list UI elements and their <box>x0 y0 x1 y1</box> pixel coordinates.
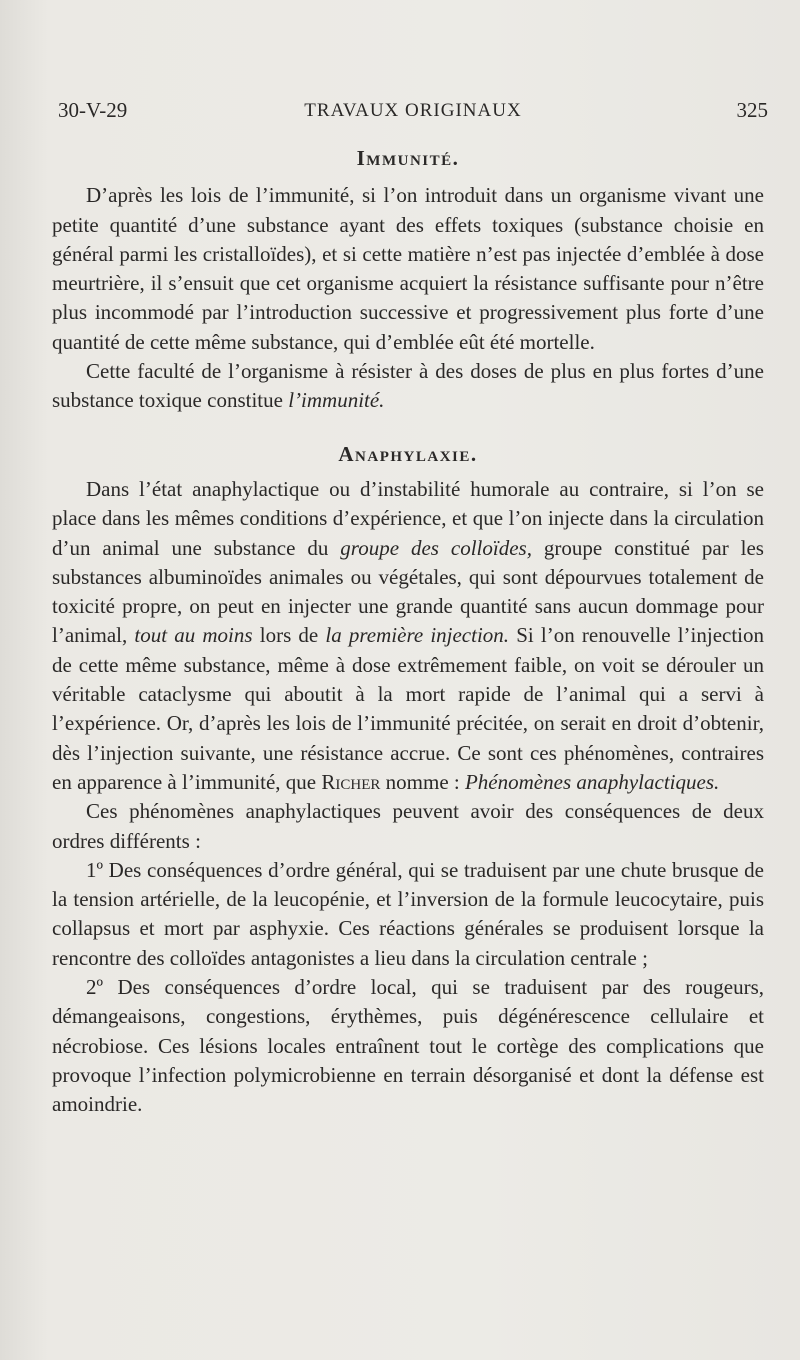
paragraph-anaphylaxie-4: 2º Des conséquences d’ordre local, qui se traduisent par des rougeurs, démangeaisons, congestions, érythèmes, puis dégénérescence cellulaire et nécrobiose. Ces lésions locales entraînent tout le cortège des complications que provoque l’infection polymicrobienne en terrain désorganisé et dont la défense est amoindrie. <box>52 975 764 1117</box>
section-title-immunite: Immunité. <box>356 146 460 170</box>
page-number: 325 <box>736 98 768 122</box>
paragraph-immunite-1: D’après les lois de l’immunité, si l’on introduit dans un organisme vivant une petite quantité d’une substance ayant des effets toxiques (substance choisie en général parmi les cristalloïdes), et si cette matière n’est pas injectée d’emblée à dose meurtrière, il s’ensuit que cet organisme acquiert la résistance suffisante pour n’être plus incommodé par l’introduction successive et progressivement plus forte d’une quantité de cette même substance, qui d’emblée eût été mortelle. <box>52 183 764 354</box>
header-title: TRAVAUX ORIGINAUX <box>304 100 522 121</box>
section-title-anaphylaxie: Anaphylaxie. <box>338 441 478 466</box>
italic-term-immunite: l’immunité. <box>288 388 385 413</box>
italic-run: la première injection. <box>325 623 510 648</box>
paragraph-anaphylaxie-1 <box>52 475 764 797</box>
paragraph-anaphylaxie-2: Ces phénomènes anaphylactiques peuvent avoir des conséquences de deux ordres différents : <box>52 799 764 853</box>
author-name: Richer <box>321 769 381 794</box>
paragraph-anaphylaxie-3: 1º Des conséquences d’ordre général, qui se traduisent par une chute brusque de la tension artérielle, de la leucopénie, et l’inversion de la formule leucocytaire, puis collapsus et mort par asphyxie. Ces réactions générales se produisent lorsque la rencontre des colloïdes antagonistes a lieu dans la circulation centrale ; <box>52 857 764 970</box>
running-header <box>58 98 768 128</box>
paragraph-immunite-2 <box>52 357 764 416</box>
page-body <box>52 144 764 1120</box>
text-run: Si l’on renouvelle l’injection de cette même substance, même à dose extrêmement faible, on voit se dérouler un véritable cataclysme qui aboutit à la mort rapide de l’animal qui a servi à l’expérience. Or, d’après les lois de l’immunité précitée, on serait en droit d’obtenir, dès l’injection suivante, une résistance accrue. Ce sont ces phénomènes, contraires en apparence à l’immunité, que <box>52 623 765 794</box>
italic-run: groupe des colloïdes, <box>340 535 532 560</box>
text-run: groupe constitué par les substances albuminoïdes animales ou végétales, qui sont dépourvues totalement de toxicité propre, on peut en injecter une grande quantité sans aucun dommage pour l’animal, <box>52 535 764 648</box>
text-run: lors de <box>252 623 326 648</box>
paragraph-text: Cette faculté de l’organisme à résister à des doses de plus en plus fortes d’une substance toxique constitue <box>52 359 764 413</box>
text-run: Dans l’état anaphylactique ou d’instabilité humorale au contraire, si l’on se place dans les mêmes conditions d’expérience, et que l’on injecte dans la circulation d’un animal une substance du <box>52 476 764 560</box>
header-date: 30-V-29 <box>58 98 128 122</box>
italic-run: Phénomènes anaphylactiques. <box>464 769 720 794</box>
italic-run: tout au moins <box>134 623 253 648</box>
text-run: nomme : <box>380 769 465 794</box>
